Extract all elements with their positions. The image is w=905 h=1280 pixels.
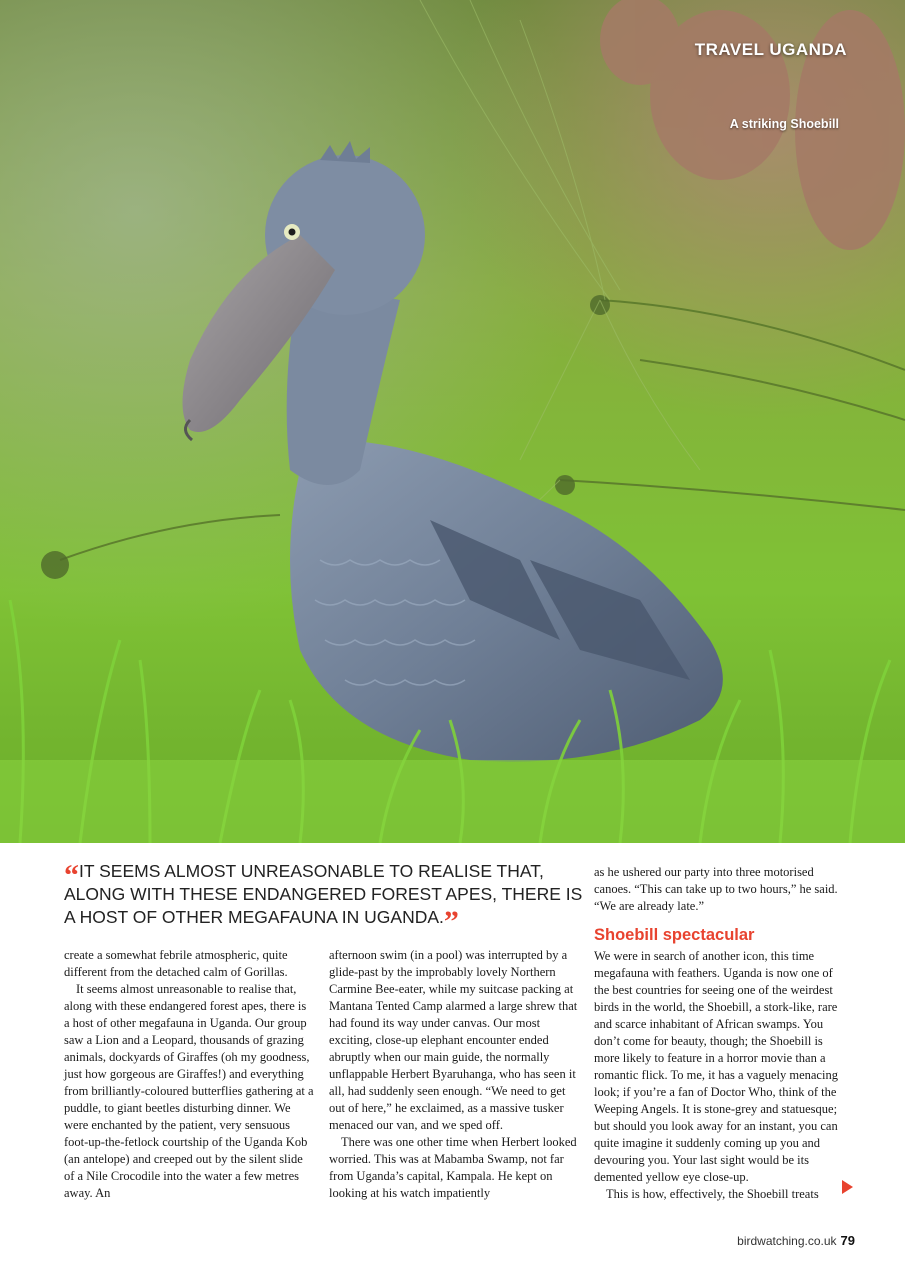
- close-quote-mark: ”: [443, 905, 459, 938]
- website-url: birdwatching.co.uk: [737, 1234, 837, 1248]
- paragraph: We were in search of another icon, this time megafauna with feathers. Uganda is now one of the best countries for seeing one of the weirdest birds in the world, the Shoebill, a stork-like, rare and scarce inhabitant of African swamps. You don’t come for beauty, though; the Shoebill is more likely to feature in a horror movie than a romantic flick. To me, it has a vaguely menacing look; if you’re a fan of Doctor Who, think of the Weeping Angels. It is stone-grey and statuesque; but should you look away for an instant, you can quite imagine it suddenly coming up you and devouring you. Your last sight would be its demented yellow eye close-up.: [594, 949, 838, 1184]
- open-quote-mark: “: [64, 859, 79, 892]
- article-column-2: [329, 947, 579, 1202]
- pull-quote-text: IT SEEMS ALMOST UNREASONABLE TO REALISE THAT, ALONG WITH THESE ENDANGERED FOREST APES, THERE IS A HOST OF OTHER MEGAFAUNA IN UGANDA.: [64, 861, 583, 927]
- paragraph: as he ushered our party into three motorised canoes. “This can take up to two hours,” he said. “We are already late.”: [594, 865, 838, 913]
- pull-quote: [64, 859, 584, 938]
- paragraph: There was one other time when Herbert looked worried. This was at Mabamba Swamp, not far from Uganda’s capital, Kampala. He kept on looking at his watch impatiently: [329, 1135, 577, 1200]
- paragraph: afternoon swim (in a pool) was interrupted by a glide-past by the improbably lovely Northern Carmine Bee-eater, while my suitcase packing at Mantana Tented Camp alarmed a large shrew that had found its way under canvas. Our most exciting, close-up elephant encounter ended abruptly when our main guide, the normally unflappable Herbert Byaruhanga, who has seen it all, had suddenly seen enough. “We need to get out of here,” he exclaimed, as a massive tusker menaced our van, and we sped off.: [329, 948, 578, 1132]
- page-number: 79: [840, 1233, 855, 1248]
- photo-caption: A striking Shoebill: [729, 117, 839, 131]
- article-column-3: [594, 864, 844, 1203]
- article-column-1: [64, 947, 314, 1202]
- paragraph: create a somewhat febrile atmospheric, quite different from the detached calm of Gorillas.: [64, 948, 288, 979]
- page-footer: [737, 1233, 855, 1248]
- paragraph: This is how, effectively, the Shoebill treats: [606, 1187, 819, 1201]
- continue-arrow-icon: [842, 1180, 853, 1194]
- section-heading: Shoebill spectacular: [594, 926, 755, 944]
- section-title: TRAVEL UGANDA: [694, 40, 847, 59]
- paragraph: It seems almost unreasonable to realise that, along with these endangered forest apes, there is a host of other megafauna in Uganda. Our group saw a Lion and a Leopard, thousands of grazing animals, dockyards of Giraffes (oh my goodness, just how gorgeous are Giraffes!) and everything from brilliantly-coloured butterflies gathering at a puddle, to giant beetles disturbing dinner. We were enchanted by the patient, very sensuous foot-up-the-fetlock courtship of the Uganda Kob (an antelope) and creeped out by the silent slide of a Nile Crocodile into the water a few metres away. An: [64, 982, 314, 1200]
